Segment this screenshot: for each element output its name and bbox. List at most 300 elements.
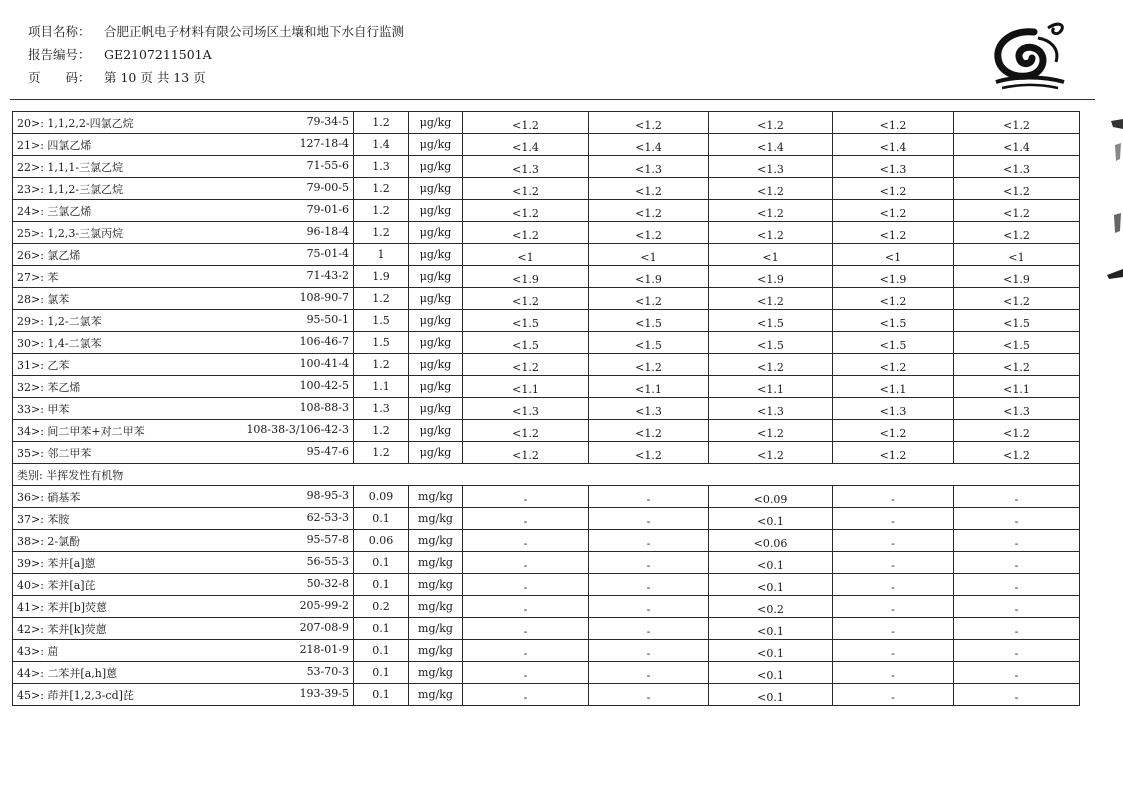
cas-number: 207-08-9 bbox=[299, 620, 349, 634]
result-value: <1.5 bbox=[635, 339, 662, 352]
result-value: - bbox=[523, 581, 528, 594]
compound-name: 23>: 1,1,2-三氯乙烷 bbox=[17, 182, 124, 196]
result-cell bbox=[833, 332, 954, 354]
result-cell bbox=[589, 442, 709, 464]
result-cell bbox=[589, 420, 709, 442]
unit-cell: mg/kg bbox=[409, 640, 463, 662]
compound-cell bbox=[13, 596, 354, 618]
table-row bbox=[13, 618, 1080, 640]
compound-name: 21>: 四氯乙烯 bbox=[17, 138, 92, 152]
result-value: <1.5 bbox=[879, 317, 907, 330]
result-value: <1.2 bbox=[512, 185, 539, 198]
result-value: <1.5 bbox=[512, 317, 539, 330]
result-cell bbox=[463, 200, 589, 222]
report-number-value: GE2107211501A bbox=[104, 47, 212, 62]
result-value: <1.2 bbox=[635, 361, 662, 374]
detection-limit: 1.3 bbox=[354, 398, 409, 420]
result-value: <1.5 bbox=[635, 317, 662, 330]
result-value: <0.1 bbox=[757, 669, 784, 682]
result-cell bbox=[954, 398, 1080, 420]
result-cell bbox=[709, 530, 833, 552]
detection-limit: 1.1 bbox=[354, 376, 409, 398]
compound-name: 39>: 苯并[a]蒽 bbox=[17, 556, 96, 570]
results-table bbox=[12, 111, 1080, 706]
result-value: <1.2 bbox=[757, 449, 784, 462]
result-cell bbox=[463, 574, 589, 596]
result-cell bbox=[463, 266, 589, 288]
result-cell bbox=[589, 112, 709, 134]
result-value: <1.2 bbox=[757, 427, 784, 440]
result-value: - bbox=[891, 537, 895, 550]
project-value: 合肥正帆电子材料有限公司场区土壤和地下水自行监测 bbox=[104, 24, 405, 39]
compound-name: 20>: 1,1,2,2-四氯乙烷 bbox=[17, 116, 134, 130]
result-value: <1.2 bbox=[512, 119, 539, 132]
table-row bbox=[13, 596, 1080, 618]
cas-number: 95-57-8 bbox=[306, 532, 349, 546]
result-value: <1.4 bbox=[757, 141, 784, 154]
cas-number: 205-99-2 bbox=[299, 598, 349, 612]
result-cell bbox=[954, 508, 1080, 530]
compound-name: 37>: 苯胺 bbox=[17, 512, 70, 526]
result-value: <1.2 bbox=[879, 361, 907, 374]
cas-number: 95-50-1 bbox=[306, 312, 349, 326]
compound-cell bbox=[13, 266, 354, 288]
compound-cell bbox=[13, 574, 354, 596]
compound-name: 44>: 二苯并[a,h]蒽 bbox=[17, 666, 118, 680]
compound-cell bbox=[13, 332, 354, 354]
unit-cell: mg/kg bbox=[409, 574, 463, 596]
unit-cell: μg/kg bbox=[409, 222, 463, 244]
result-value: - bbox=[523, 691, 528, 704]
compound-name: 26>: 氯乙烯 bbox=[17, 248, 81, 262]
result-cell bbox=[589, 684, 709, 706]
result-cell bbox=[954, 442, 1080, 464]
result-cell bbox=[589, 508, 709, 530]
result-value: <0.1 bbox=[757, 625, 784, 638]
result-value: - bbox=[523, 515, 528, 528]
detection-limit: 0.1 bbox=[354, 684, 409, 706]
unit-cell: μg/kg bbox=[409, 244, 463, 266]
unit-cell: μg/kg bbox=[409, 156, 463, 178]
result-value: <1.2 bbox=[1003, 295, 1030, 308]
table-row bbox=[13, 354, 1080, 376]
result-value: - bbox=[646, 515, 651, 528]
result-cell bbox=[463, 486, 589, 508]
result-cell bbox=[709, 266, 833, 288]
result-cell bbox=[954, 618, 1080, 640]
compound-name: 38>: 2-氯酚 bbox=[17, 534, 81, 548]
result-cell bbox=[463, 156, 589, 178]
compound-name: 30>: 1,4-二氯苯 bbox=[17, 336, 102, 350]
report-header bbox=[28, 20, 404, 89]
compound-name: 29>: 1,2-二氯苯 bbox=[17, 314, 102, 328]
page-number-row bbox=[28, 66, 404, 89]
result-value: - bbox=[646, 559, 651, 572]
compound-cell bbox=[13, 618, 354, 640]
cas-number: 75-01-4 bbox=[306, 246, 349, 260]
unit-cell: μg/kg bbox=[409, 310, 463, 332]
result-cell bbox=[954, 200, 1080, 222]
result-cell bbox=[589, 156, 709, 178]
result-cell bbox=[954, 662, 1080, 684]
result-cell bbox=[589, 332, 709, 354]
result-cell bbox=[954, 486, 1080, 508]
result-cell bbox=[463, 442, 589, 464]
result-value: - bbox=[891, 515, 895, 528]
table-row bbox=[13, 288, 1080, 310]
result-cell bbox=[589, 288, 709, 310]
result-value: <1.2 bbox=[512, 229, 539, 242]
detection-limit: 1.2 bbox=[354, 200, 409, 222]
compound-cell bbox=[13, 112, 354, 134]
page-number-value: 第 10 页 共 13 页 bbox=[104, 70, 206, 85]
result-value: <0.1 bbox=[757, 647, 784, 660]
compound-name: 36>: 硝基苯 bbox=[17, 490, 81, 504]
cas-number: 79-34-5 bbox=[306, 114, 349, 128]
compound-name: 31>: 乙苯 bbox=[17, 358, 70, 372]
result-cell bbox=[463, 354, 589, 376]
table-row bbox=[13, 134, 1080, 156]
result-cell bbox=[709, 684, 833, 706]
result-value: <1.2 bbox=[879, 229, 907, 242]
result-cell bbox=[463, 310, 589, 332]
result-value: <1.9 bbox=[1003, 273, 1030, 286]
detection-limit: 0.1 bbox=[354, 662, 409, 684]
detection-limit: 1.2 bbox=[354, 442, 409, 464]
result-value: <1.2 bbox=[512, 295, 539, 308]
result-cell bbox=[589, 354, 709, 376]
compound-cell bbox=[13, 442, 354, 464]
result-value: <1.5 bbox=[1003, 339, 1030, 352]
compound-name: 45>: 茚并[1,2,3-cd]芘 bbox=[17, 688, 134, 702]
compound-name: 42>: 苯并[k]荧蒽 bbox=[17, 622, 107, 636]
cas-number: 193-39-5 bbox=[299, 686, 349, 700]
result-value: <1 bbox=[640, 251, 657, 264]
compound-cell bbox=[13, 310, 354, 332]
result-value: <1.3 bbox=[512, 163, 539, 176]
result-cell bbox=[463, 618, 589, 640]
result-cell bbox=[833, 112, 954, 134]
result-value: <1.4 bbox=[879, 141, 907, 154]
result-cell bbox=[463, 398, 589, 420]
cas-number: 53-70-3 bbox=[306, 664, 349, 678]
detection-limit: 1.9 bbox=[354, 266, 409, 288]
result-cell bbox=[833, 310, 954, 332]
result-cell bbox=[589, 574, 709, 596]
compound-name: 27>: 苯 bbox=[17, 270, 59, 284]
result-value: <1.2 bbox=[879, 427, 907, 440]
result-value: - bbox=[523, 559, 528, 572]
result-cell bbox=[954, 640, 1080, 662]
result-value: <0.2 bbox=[757, 603, 784, 616]
result-value: <0.06 bbox=[753, 537, 788, 550]
result-cell bbox=[833, 266, 954, 288]
result-cell bbox=[954, 530, 1080, 552]
result-cell bbox=[954, 288, 1080, 310]
compound-name: 33>: 甲苯 bbox=[17, 402, 70, 416]
detection-limit: 0.06 bbox=[354, 530, 409, 552]
result-cell bbox=[463, 134, 589, 156]
result-cell bbox=[954, 178, 1080, 200]
cas-number: 71-43-2 bbox=[306, 268, 349, 282]
result-value: - bbox=[1014, 603, 1019, 616]
result-value: - bbox=[1014, 625, 1019, 638]
result-cell bbox=[709, 288, 833, 310]
project-label: 项目名称： bbox=[28, 24, 91, 39]
result-cell bbox=[954, 354, 1080, 376]
result-value: - bbox=[646, 691, 651, 704]
result-cell bbox=[463, 376, 589, 398]
table-row bbox=[13, 266, 1080, 288]
unit-cell: mg/kg bbox=[409, 486, 463, 508]
result-value: - bbox=[646, 537, 651, 550]
result-cell bbox=[833, 156, 954, 178]
result-cell bbox=[954, 420, 1080, 442]
result-value: - bbox=[891, 625, 895, 638]
result-value: <1.2 bbox=[512, 207, 539, 220]
result-value: <1.2 bbox=[635, 229, 662, 242]
result-value: <1 bbox=[762, 251, 779, 264]
result-value: <1.3 bbox=[512, 405, 539, 418]
result-value: - bbox=[1014, 647, 1019, 660]
result-cell bbox=[833, 442, 954, 464]
result-cell bbox=[833, 596, 954, 618]
compound-name: 22>: 1,1,1-三氯乙烷 bbox=[17, 160, 124, 174]
result-value: <1 bbox=[517, 251, 534, 264]
result-cell bbox=[463, 112, 589, 134]
cas-number: 108-90-7 bbox=[299, 290, 349, 304]
compound-name: 32>: 苯乙烯 bbox=[17, 380, 81, 394]
result-value: - bbox=[891, 493, 895, 506]
result-cell bbox=[833, 398, 954, 420]
result-cell bbox=[589, 618, 709, 640]
table-row bbox=[13, 508, 1080, 530]
table-row bbox=[13, 332, 1080, 354]
result-value: <1.2 bbox=[635, 295, 662, 308]
result-value: - bbox=[891, 647, 895, 660]
detection-limit: 1.2 bbox=[354, 354, 409, 376]
result-value: <1.3 bbox=[635, 405, 662, 418]
result-value: - bbox=[1014, 515, 1019, 528]
result-value: <1.3 bbox=[757, 405, 784, 418]
result-value: <1.4 bbox=[1003, 141, 1030, 154]
result-cell bbox=[709, 134, 833, 156]
detection-limit: 1.2 bbox=[354, 420, 409, 442]
result-cell bbox=[709, 552, 833, 574]
result-value: <1.2 bbox=[635, 427, 662, 440]
compound-cell bbox=[13, 398, 354, 420]
result-cell bbox=[463, 640, 589, 662]
result-cell bbox=[709, 662, 833, 684]
compound-name: 24>: 三氯乙烯 bbox=[17, 204, 92, 218]
result-value: - bbox=[1014, 581, 1019, 594]
detection-limit: 0.1 bbox=[354, 508, 409, 530]
table-row bbox=[13, 376, 1080, 398]
result-value: <1.5 bbox=[879, 339, 907, 352]
compound-cell bbox=[13, 244, 354, 266]
result-value: <0.1 bbox=[757, 559, 784, 572]
result-value: <1.9 bbox=[879, 273, 907, 286]
result-value: <1.2 bbox=[757, 229, 784, 242]
result-value: <1.1 bbox=[635, 383, 662, 396]
cas-number: 108-88-3 bbox=[299, 400, 349, 414]
compound-name: 41>: 苯并[b]荧蒽 bbox=[17, 600, 108, 614]
table-row bbox=[13, 244, 1080, 266]
project-row bbox=[28, 20, 404, 43]
category-row bbox=[13, 464, 1080, 486]
result-value: <1.5 bbox=[757, 339, 784, 352]
table-row bbox=[13, 222, 1080, 244]
detection-limit: 1.5 bbox=[354, 310, 409, 332]
result-value: <1.3 bbox=[1003, 163, 1030, 176]
result-cell bbox=[833, 178, 954, 200]
unit-cell: mg/kg bbox=[409, 684, 463, 706]
result-cell bbox=[709, 640, 833, 662]
result-cell bbox=[833, 244, 954, 266]
result-value: <0.1 bbox=[757, 515, 784, 528]
cas-number: 62-53-3 bbox=[306, 510, 349, 524]
result-cell bbox=[589, 200, 709, 222]
result-value: <1.2 bbox=[757, 207, 784, 220]
result-cell bbox=[463, 684, 589, 706]
result-value: - bbox=[891, 691, 895, 704]
compound-cell bbox=[13, 178, 354, 200]
compound-cell bbox=[13, 486, 354, 508]
unit-cell: mg/kg bbox=[409, 618, 463, 640]
table-row bbox=[13, 552, 1080, 574]
result-cell bbox=[709, 178, 833, 200]
page-number-label: 页 码： bbox=[28, 70, 91, 85]
unit-cell: mg/kg bbox=[409, 552, 463, 574]
result-cell bbox=[463, 530, 589, 552]
result-cell bbox=[954, 376, 1080, 398]
result-value: <1.2 bbox=[635, 449, 662, 462]
result-cell bbox=[589, 266, 709, 288]
result-cell bbox=[833, 376, 954, 398]
result-value: <1.2 bbox=[1003, 427, 1030, 440]
result-cell bbox=[709, 442, 833, 464]
unit-cell: μg/kg bbox=[409, 178, 463, 200]
table-row bbox=[13, 200, 1080, 222]
detection-limit: 0.1 bbox=[354, 574, 409, 596]
result-cell bbox=[833, 508, 954, 530]
result-value: <1.2 bbox=[879, 207, 907, 220]
detection-limit: 0.1 bbox=[354, 552, 409, 574]
detection-limit: 1.2 bbox=[354, 222, 409, 244]
result-cell bbox=[833, 530, 954, 552]
result-value: <1 bbox=[1008, 251, 1025, 264]
unit-cell: μg/kg bbox=[409, 266, 463, 288]
detection-limit: 1.2 bbox=[354, 178, 409, 200]
result-value: <1.3 bbox=[879, 405, 907, 418]
result-value: <1.9 bbox=[757, 273, 784, 286]
result-value: - bbox=[891, 581, 895, 594]
result-cell bbox=[463, 332, 589, 354]
compound-cell bbox=[13, 684, 354, 706]
result-cell bbox=[709, 596, 833, 618]
result-value: - bbox=[891, 669, 895, 682]
result-cell bbox=[709, 156, 833, 178]
unit-cell: μg/kg bbox=[409, 420, 463, 442]
cas-number: 96-18-4 bbox=[306, 224, 349, 238]
compound-cell bbox=[13, 354, 354, 376]
result-cell bbox=[833, 354, 954, 376]
table-row bbox=[13, 530, 1080, 552]
result-cell bbox=[954, 266, 1080, 288]
cas-number: 95-47-6 bbox=[306, 444, 349, 458]
result-cell bbox=[463, 596, 589, 618]
compound-cell bbox=[13, 200, 354, 222]
result-value: <1.2 bbox=[1003, 229, 1030, 242]
detection-limit: 1.2 bbox=[354, 112, 409, 134]
unit-cell: μg/kg bbox=[409, 442, 463, 464]
result-value: <1.5 bbox=[1003, 317, 1030, 330]
cas-number: 108-38-3/106-42-3 bbox=[246, 422, 349, 436]
result-cell bbox=[709, 200, 833, 222]
cas-number: 50-32-8 bbox=[306, 576, 349, 590]
cas-number: 106-46-7 bbox=[299, 334, 349, 348]
result-cell bbox=[833, 574, 954, 596]
result-cell bbox=[833, 618, 954, 640]
result-cell bbox=[463, 552, 589, 574]
cas-number: 100-41-4 bbox=[299, 356, 349, 370]
result-cell bbox=[954, 244, 1080, 266]
table-row bbox=[13, 178, 1080, 200]
cas-number: 79-01-6 bbox=[306, 202, 349, 216]
detection-limit: 1.3 bbox=[354, 156, 409, 178]
result-value: <1.2 bbox=[879, 119, 907, 132]
result-cell bbox=[954, 222, 1080, 244]
unit-cell: mg/kg bbox=[409, 596, 463, 618]
result-cell bbox=[709, 244, 833, 266]
unit-cell: mg/kg bbox=[409, 530, 463, 552]
compound-name: 40>: 苯并[a]芘 bbox=[17, 578, 96, 592]
result-value: <1.3 bbox=[879, 163, 907, 176]
result-cell bbox=[589, 134, 709, 156]
result-value: <0.1 bbox=[757, 581, 784, 594]
result-cell bbox=[833, 552, 954, 574]
result-value: - bbox=[891, 559, 895, 572]
cas-number: 79-00-5 bbox=[306, 180, 349, 194]
compound-name: 34>: 间二甲苯+对二甲苯 bbox=[17, 424, 145, 438]
result-value: <1.9 bbox=[635, 273, 662, 286]
result-cell bbox=[463, 508, 589, 530]
unit-cell: μg/kg bbox=[409, 112, 463, 134]
result-cell bbox=[954, 574, 1080, 596]
result-value: <1.5 bbox=[757, 317, 784, 330]
result-value: <1.1 bbox=[879, 383, 907, 396]
compound-cell bbox=[13, 156, 354, 178]
result-value: <1.1 bbox=[757, 383, 784, 396]
table-row bbox=[13, 310, 1080, 332]
result-value: <1.2 bbox=[1003, 207, 1030, 220]
result-cell bbox=[709, 376, 833, 398]
unit-cell: μg/kg bbox=[409, 200, 463, 222]
result-value: - bbox=[891, 603, 895, 616]
compound-cell bbox=[13, 640, 354, 662]
result-cell bbox=[833, 288, 954, 310]
result-value: <1.1 bbox=[512, 383, 539, 396]
unit-cell: mg/kg bbox=[409, 662, 463, 684]
cas-number: 100-42-5 bbox=[299, 378, 349, 392]
detection-limit: 0.1 bbox=[354, 618, 409, 640]
result-cell bbox=[589, 310, 709, 332]
cas-number: 56-55-3 bbox=[306, 554, 349, 568]
table-row bbox=[13, 112, 1080, 134]
result-cell bbox=[954, 684, 1080, 706]
swirl-logo-icon bbox=[990, 18, 1070, 90]
result-cell bbox=[954, 112, 1080, 134]
